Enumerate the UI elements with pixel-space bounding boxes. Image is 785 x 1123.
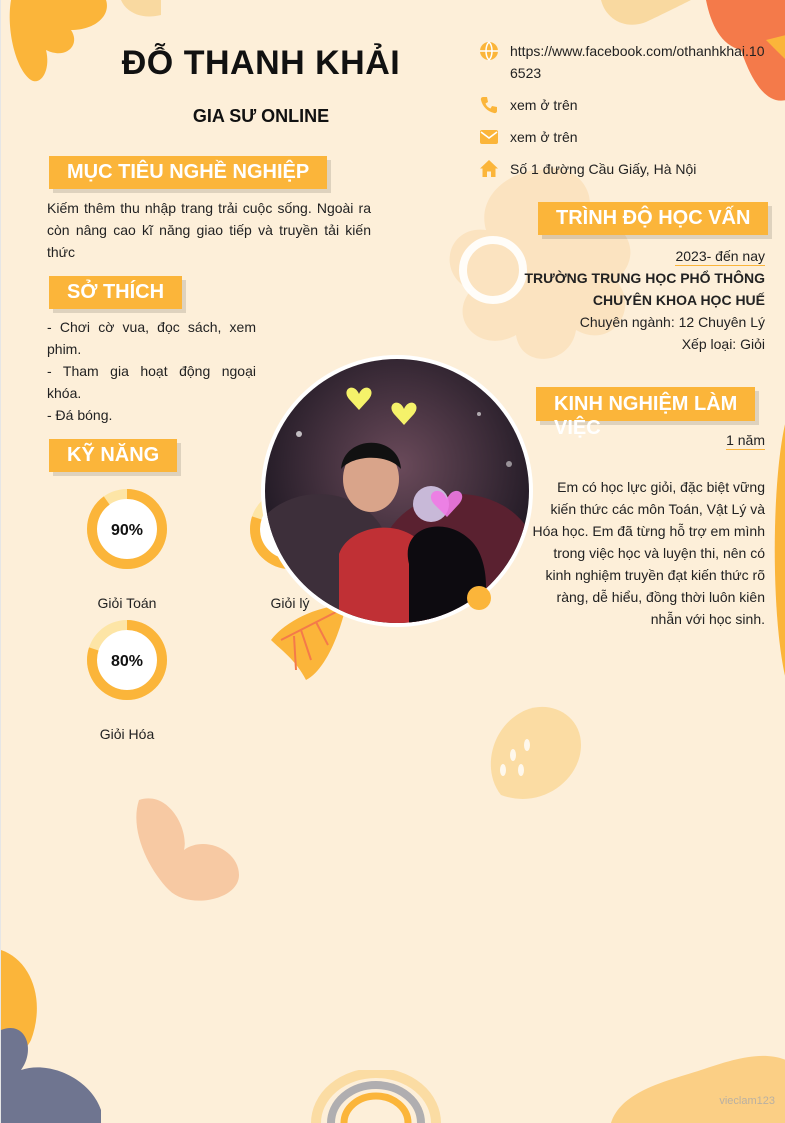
candidate-name: ĐỖ THANH KHẢI	[121, 44, 401, 82]
contact-email-value: xem ở trên	[510, 129, 578, 145]
candidate-role: GIA SƯ ONLINE	[192, 106, 330, 126]
skill-chemistry	[67, 619, 187, 742]
contact-phone	[479, 94, 769, 116]
heading-objective: MỤC TIÊU NGHỀ NGHIỆP	[49, 156, 327, 189]
globe-icon	[479, 41, 499, 61]
education-school: TRƯỜNG TRUNG HỌC PHỔ THÔNG CHUYÊN KHOA HỌC HUẾ	[524, 270, 765, 308]
contact-facebook-value[interactable]: https://www.facebook.com/othanhkhai.106523	[510, 43, 765, 81]
heading-skills: KỸ NĂNG	[49, 439, 177, 472]
heading-hobbies: SỞ THÍCH	[49, 276, 182, 309]
skill-ring	[86, 619, 168, 701]
skill-label: Giỏi Hóa	[99, 726, 155, 742]
education-grade: Xếp loại: Giỏi	[681, 336, 765, 352]
objective-text: Kiếm thêm thu nhập trang trải cuộc sống. Ngoài ra còn nâng cao kĩ năng giao tiếp và truyền tải kiến thức	[47, 200, 371, 260]
decor-bottom-left	[1, 950, 111, 1123]
contact-address-value: Số 1 đường Cầu Giấy, Hà Nội	[510, 161, 697, 177]
skill-label: Giỏi Toán	[97, 595, 157, 611]
experience-text: Em có học lực giỏi, đặc biệt vững kiến thức các môn Toán, Vật Lý và Hóa học. Em đã từng hỗ trợ em mình trong việc học và luyện thi, nên có kinh nghiệm truyền đạt kiến thức rõ ràng, dễ hiểu, đồng thời luôn kiên nhẫn với học sinh.	[532, 479, 765, 627]
decor-bottom-right	[601, 1050, 785, 1123]
avatar	[259, 354, 539, 634]
home-icon	[479, 159, 499, 179]
decor-lemon	[481, 700, 591, 810]
education-block	[471, 245, 765, 355]
envelope-icon	[479, 127, 499, 147]
contact-address	[479, 158, 769, 180]
hobby-item: - Chơi cờ vua, đọc sách, xem phim.	[47, 319, 256, 357]
decor-leaf-pink	[129, 790, 259, 910]
skill-ring	[86, 488, 168, 570]
contact-email	[479, 126, 769, 148]
experience-duration-wrap	[641, 429, 765, 451]
contact-facebook	[479, 40, 769, 84]
experience-duration: 1 năm	[726, 432, 765, 448]
phone-icon	[479, 95, 499, 115]
education-date: 2023- đến nay	[675, 248, 765, 264]
heading-education: TRÌNH ĐỘ HỌC VẤN	[538, 202, 768, 235]
contact-phone-value: xem ở trên	[510, 97, 578, 113]
hobby-item: - Đá bóng.	[47, 407, 113, 423]
skill-label: Giỏi lý	[270, 595, 310, 611]
heading-experience-label: KINH NGHIỆM LÀM VIỆC	[554, 393, 738, 439]
skill-percent: 90%	[110, 522, 144, 539]
skill-percent: 80%	[110, 653, 144, 670]
skill-math	[67, 488, 187, 611]
education-major: Chuyên ngành: 12 Chuyên Lý	[579, 314, 765, 330]
watermark: vieclam123	[719, 1095, 775, 1107]
hobby-item: - Tham gia hoạt động ngoại khóa.	[47, 363, 256, 401]
hobbies-list	[47, 316, 256, 426]
decor-rainbow	[311, 1070, 441, 1123]
heading-experience	[536, 387, 755, 439]
decor-right-edge	[771, 420, 785, 680]
